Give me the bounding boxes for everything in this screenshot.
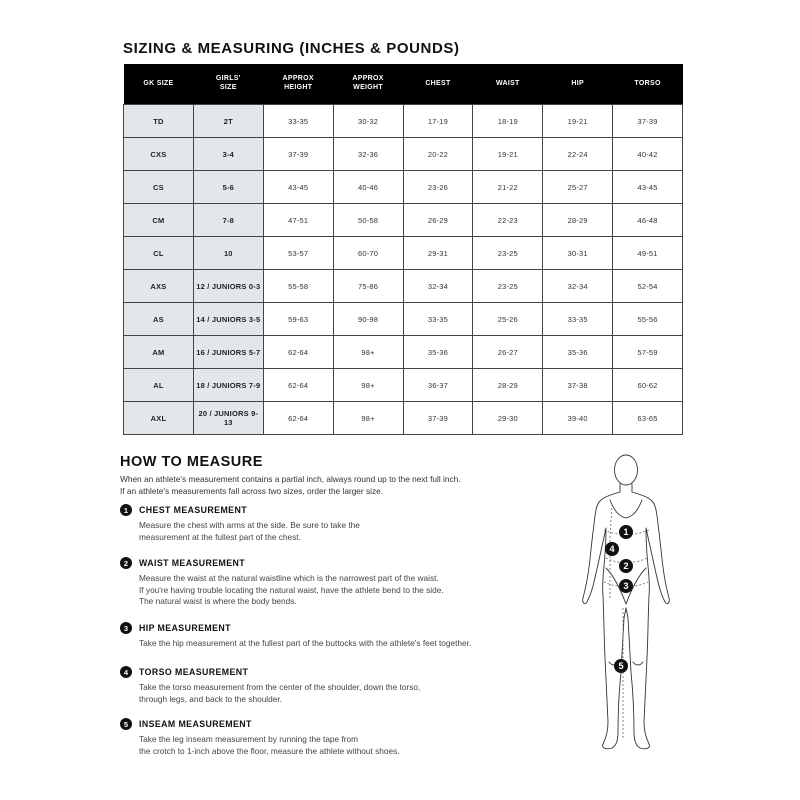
measurement-guides	[604, 504, 649, 738]
table-cell: 18-19	[473, 105, 543, 138]
step-description: Measure the chest with arms at the side. Be sure to take the measurement at the fullest part of the chest.	[139, 520, 360, 542]
girls-size-cell: 5-6	[193, 171, 263, 204]
step-number-badge: 2	[120, 557, 132, 569]
step-title: INSEAM MEASUREMENT	[139, 719, 252, 729]
table-cell: 29-31	[403, 237, 473, 270]
table-row	[124, 270, 683, 303]
gk-size-cell: TD	[124, 105, 194, 138]
table-cell: 30-32	[333, 105, 403, 138]
girls-size-cell: 14 / JUNIORS 3-5	[193, 303, 263, 336]
step-chest	[120, 503, 580, 543]
column-header: WAIST	[473, 64, 543, 105]
page-title: SIZING & MEASURING (INCHES & POUNDS)	[123, 40, 460, 57]
table-cell: 26-29	[403, 204, 473, 237]
table-cell: 28-29	[543, 204, 613, 237]
size-chart-table	[123, 64, 683, 435]
gk-size-cell: AM	[124, 336, 194, 369]
table-cell: 62-64	[263, 369, 333, 402]
table-cell: 62-64	[263, 336, 333, 369]
table-cell: 55-58	[263, 270, 333, 303]
table-cell: 22-23	[473, 204, 543, 237]
table-cell: 49-51	[613, 237, 683, 270]
step-description: Take the torso measurement from the center of the shoulder, down the torso, through legs, and back to the shoulder.	[139, 682, 421, 704]
gk-size-cell: CM	[124, 204, 194, 237]
table-cell: 32-36	[333, 138, 403, 171]
table-row	[124, 204, 683, 237]
table-cell: 22-24	[543, 138, 613, 171]
table-cell: 20-22	[403, 138, 473, 171]
table-cell: 62-64	[263, 402, 333, 435]
gk-size-cell: AS	[124, 303, 194, 336]
gk-size-cell: CXS	[124, 138, 194, 171]
table-cell: 19-21	[473, 138, 543, 171]
table-cell: 35-36	[543, 336, 613, 369]
table-cell: 98+	[333, 336, 403, 369]
girls-size-cell: 2T	[193, 105, 263, 138]
table-cell: 50-58	[333, 204, 403, 237]
table-cell: 36-37	[403, 369, 473, 402]
table-row	[124, 237, 683, 270]
girls-size-cell: 18 / JUNIORS 7-9	[193, 369, 263, 402]
body-figure-illustration	[560, 448, 700, 758]
table-cell: 32-34	[403, 270, 473, 303]
table-row	[124, 336, 683, 369]
marker-label: 2	[623, 561, 629, 571]
step-title: TORSO MEASUREMENT	[139, 667, 249, 677]
step-number-badge: 5	[120, 718, 132, 730]
intro-line-2: If an athlete's measurements fall across two sizes, order the larger size.	[120, 486, 384, 496]
table-cell: 60-62	[613, 369, 683, 402]
table-row	[124, 138, 683, 171]
marker-label: 3	[623, 581, 629, 591]
table-cell: 53-57	[263, 237, 333, 270]
gk-size-cell: CS	[124, 171, 194, 204]
girls-size-cell: 7-8	[193, 204, 263, 237]
table-cell: 28-29	[473, 369, 543, 402]
gk-size-cell: AXS	[124, 270, 194, 303]
intro-line-1: When an athlete's measurement contains a partial inch, always round up to the next full inch.	[120, 474, 461, 484]
how-to-measure-title: HOW TO MEASURE	[120, 454, 263, 470]
table-cell: 47-51	[263, 204, 333, 237]
figure-markers	[605, 525, 633, 673]
table-cell: 26-27	[473, 336, 543, 369]
table-cell: 35-36	[403, 336, 473, 369]
figure-head	[615, 455, 638, 485]
table-cell: 40-42	[613, 138, 683, 171]
table-cell: 23-25	[473, 270, 543, 303]
table-cell: 19-21	[543, 105, 613, 138]
table-cell: 98+	[333, 402, 403, 435]
marker-label: 4	[609, 544, 615, 554]
step-number-badge: 3	[120, 622, 132, 634]
step-title: HIP MEASUREMENT	[139, 623, 231, 633]
table-cell: 33-35	[263, 105, 333, 138]
gk-size-cell: AXL	[124, 402, 194, 435]
column-header: TORSO	[613, 64, 683, 105]
table-cell: 59-63	[263, 303, 333, 336]
step-description: Measure the waist at the natural waistline which is the narrowest part of the waist. If you're having trouble locating the natural waist, have the athlete bend to the side. The natural waist is where the body bends.	[139, 573, 444, 606]
table-cell: 23-25	[473, 237, 543, 270]
column-header: GK SIZE	[124, 64, 194, 105]
table-cell: 25-26	[473, 303, 543, 336]
how-to-intro	[120, 473, 580, 497]
step-torso	[120, 665, 580, 705]
table-cell: 37-39	[403, 402, 473, 435]
table-cell: 57-59	[613, 336, 683, 369]
figure-suit-neckline	[610, 500, 642, 518]
step-inseam	[120, 717, 580, 757]
table-cell: 43-45	[613, 171, 683, 204]
column-header: HIP	[543, 64, 613, 105]
table-cell: 25-27	[543, 171, 613, 204]
column-header: APPROX WEIGHT	[333, 64, 403, 105]
table-cell: 33-35	[543, 303, 613, 336]
column-header: GIRLS' SIZE	[193, 64, 263, 105]
step-number-badge: 1	[120, 504, 132, 516]
girls-size-cell: 20 / JUNIORS 9-13	[193, 402, 263, 435]
table-cell: 23-26	[403, 171, 473, 204]
table-row	[124, 369, 683, 402]
table-cell: 33-35	[403, 303, 473, 336]
step-description: Take the hip measurement at the fullest part of the buttocks with the athlete's feet together.	[139, 638, 472, 648]
table-cell: 75-86	[333, 270, 403, 303]
table-cell: 39-40	[543, 402, 613, 435]
table-cell: 32-34	[543, 270, 613, 303]
table-cell: 52-54	[613, 270, 683, 303]
table-cell: 30-31	[543, 237, 613, 270]
table-cell: 43-45	[263, 171, 333, 204]
step-waist	[120, 556, 580, 608]
girls-size-cell: 10	[193, 237, 263, 270]
table-header-row	[124, 64, 683, 105]
table-row	[124, 402, 683, 435]
step-title: WAIST MEASUREMENT	[139, 558, 246, 568]
girls-size-cell: 16 / JUNIORS 5-7	[193, 336, 263, 369]
table-body	[124, 105, 683, 435]
step-title: CHEST MEASUREMENT	[139, 505, 247, 515]
table-cell: 55-56	[613, 303, 683, 336]
table-row	[124, 303, 683, 336]
table-row	[124, 105, 683, 138]
girls-size-cell: 3-4	[193, 138, 263, 171]
column-header: CHEST	[403, 64, 473, 105]
girls-size-cell: 12 / JUNIORS 0-3	[193, 270, 263, 303]
table-cell: 90-98	[333, 303, 403, 336]
step-hip	[120, 621, 580, 650]
gk-size-cell: AL	[124, 369, 194, 402]
table-row	[124, 171, 683, 204]
table-cell: 37-38	[543, 369, 613, 402]
table-cell: 98+	[333, 369, 403, 402]
gk-size-cell: CL	[124, 237, 194, 270]
table-cell: 37-39	[613, 105, 683, 138]
table-cell: 60-70	[333, 237, 403, 270]
table-cell: 17-19	[403, 105, 473, 138]
table-cell: 40-46	[333, 171, 403, 204]
table-cell: 37-39	[263, 138, 333, 171]
step-number-badge: 4	[120, 666, 132, 678]
table-cell: 63-65	[613, 402, 683, 435]
table-cell: 21-22	[473, 171, 543, 204]
marker-label: 5	[618, 661, 624, 671]
table-cell: 29-30	[473, 402, 543, 435]
marker-label: 1	[623, 527, 629, 537]
table-cell: 46-48	[613, 204, 683, 237]
step-description: Take the leg inseam measurement by running the tape from the crotch to 1-inch above the floor, measure the athlete without shoes.	[139, 734, 400, 756]
column-header: APPROX HEIGHT	[263, 64, 333, 105]
